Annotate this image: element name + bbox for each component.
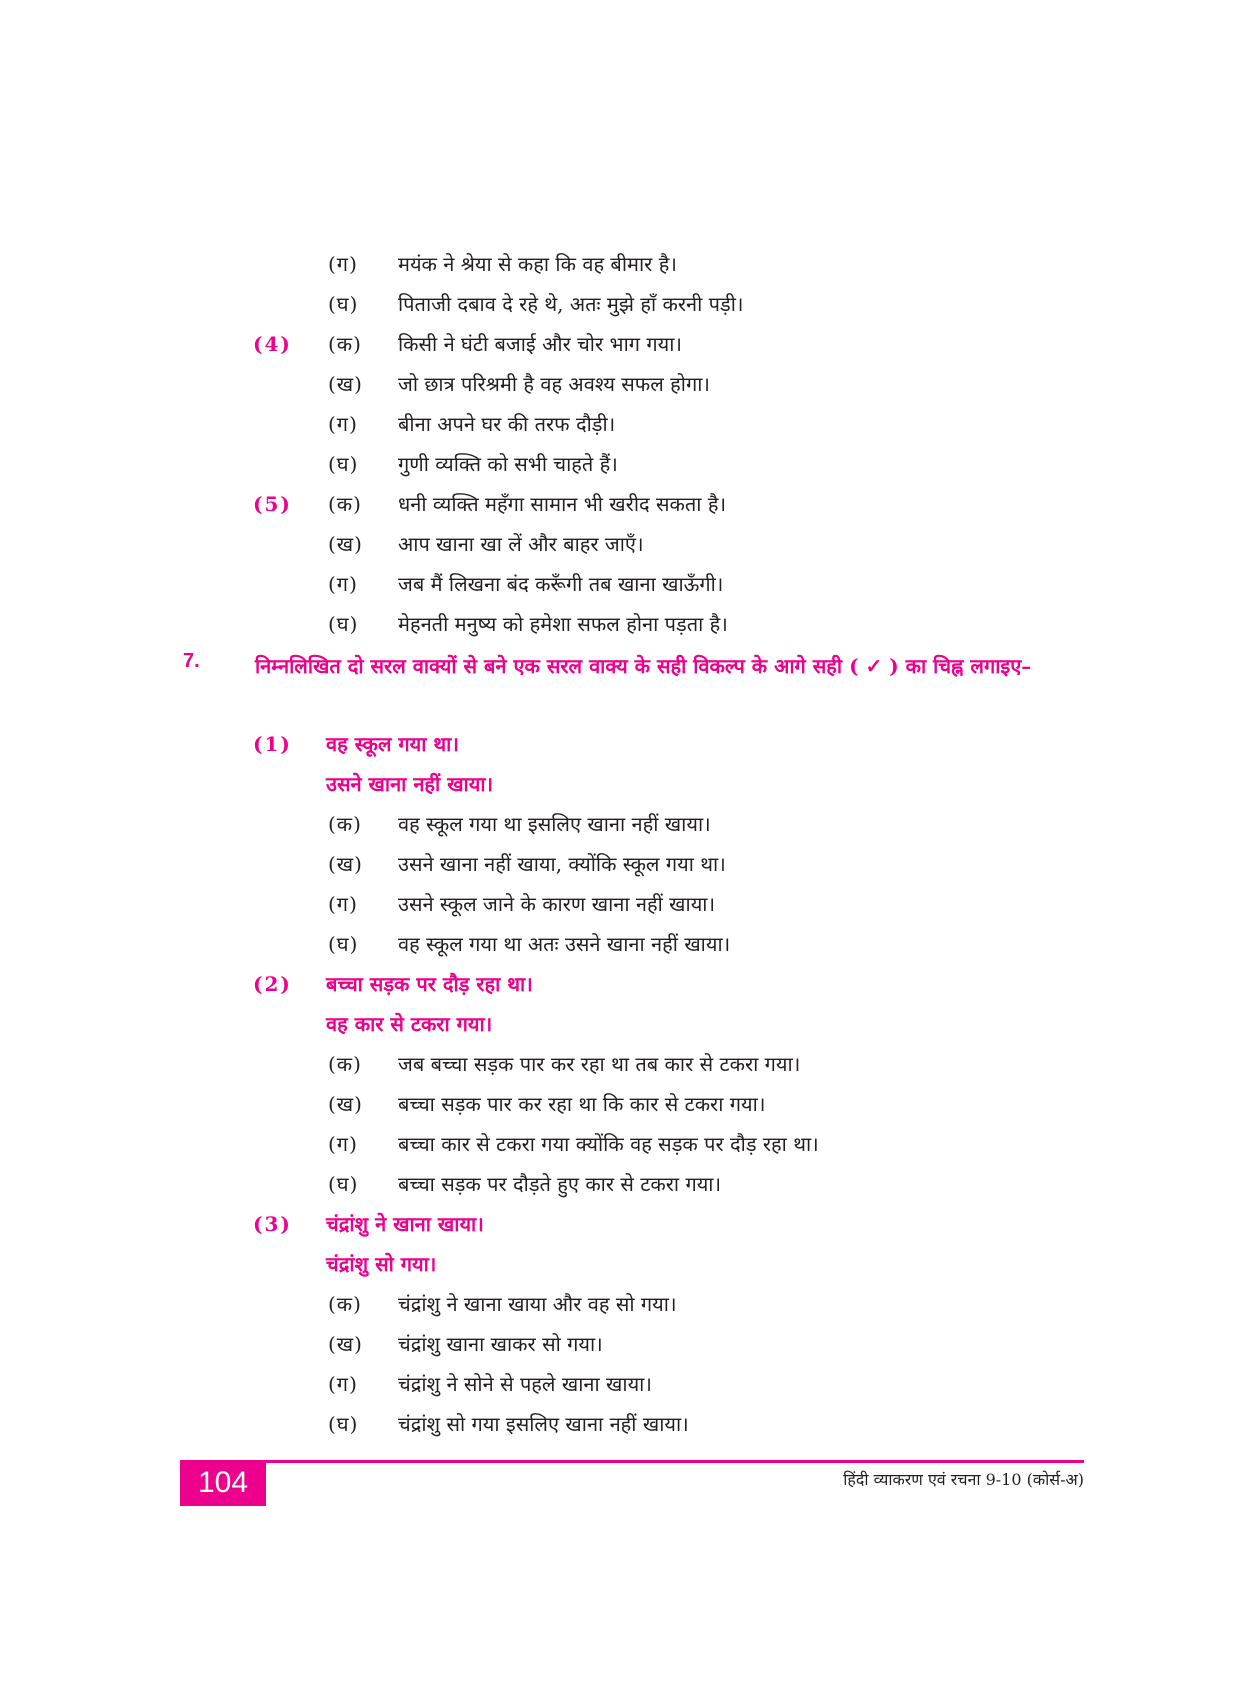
option-text: जो छात्र परिश्रमी है वह अवश्य सफल होगा। xyxy=(398,372,710,396)
footer-rule xyxy=(180,1460,1084,1463)
option-text: पिताजी दबाव दे रहे थे, अतः मुझे हाँ करनी पड़ी। xyxy=(398,292,744,316)
option-text: बच्चा सड़क पर दौड़ते हुए कार से टकरा गया। xyxy=(398,1172,722,1196)
option-text: किसी ने घंटी बजाई और चोर भाग गया। xyxy=(398,332,683,356)
option-text: गुणी व्यक्ति को सभी चाहते हैं। xyxy=(398,452,618,476)
option-text: आप खाना खा लें और बाहर जाएँ। xyxy=(398,532,644,556)
option-label: (ग) xyxy=(328,1372,358,1396)
option-label: (ख) xyxy=(328,532,363,556)
option-text: उसने स्कूल जाने के कारण खाना नहीं खाया। xyxy=(398,892,716,916)
option-text: चंद्रांशु खाना खाकर सो गया। xyxy=(398,1332,603,1356)
option-label: (ग) xyxy=(328,252,358,276)
option-label: (घ) xyxy=(328,452,359,476)
sub-question-number: (1) xyxy=(253,732,292,756)
book-title: हिंदी व्याकरण एवं रचना 9-10 (कोर्स-अ) xyxy=(843,1470,1084,1489)
option-label: (ख) xyxy=(328,1092,363,1116)
option-text: चंद्रांशु ने खाना खाया और वह सो गया। xyxy=(398,1292,677,1316)
option-label: (ग) xyxy=(328,892,358,916)
option-text: मेहनती मनुष्य को हमेशा सफल होना पड़ता है। xyxy=(398,612,728,636)
option-label: (ख) xyxy=(328,852,363,876)
option-text: उसने खाना नहीं खाया, क्योंकि स्कूल गया था। xyxy=(398,852,726,876)
option-label: (घ) xyxy=(328,292,359,316)
option-text: चंद्रांशु सो गया इसलिए खाना नहीं खाया। xyxy=(398,1412,689,1436)
option-text: बच्चा सड़क पार कर रहा था कि कार से टकरा गया। xyxy=(398,1092,766,1116)
option-label: (ग) xyxy=(328,412,358,436)
sentence-heading: चंद्रांशु सो गया। xyxy=(326,1252,437,1276)
sub-question-number: (5) xyxy=(253,492,292,516)
option-text: धनी व्यक्ति महँगा सामान भी खरीद सकता है। xyxy=(398,492,727,516)
option-label: (क) xyxy=(328,1292,362,1316)
sub-question-number: (3) xyxy=(253,1212,292,1236)
option-text: जब मैं लिखना बंद करूँगी तब खाना खाऊँगी। xyxy=(398,572,724,596)
sub-question-number: (4) xyxy=(253,332,292,356)
sentence-heading: वह स्कूल गया था। xyxy=(326,732,459,756)
option-text: चंद्रांशु ने सोने से पहले खाना खाया। xyxy=(398,1372,652,1396)
sub-question-number: (2) xyxy=(253,972,292,996)
option-text: वह स्कूल गया था अतः उसने खाना नहीं खाया। xyxy=(398,932,731,956)
option-label: (क) xyxy=(328,1052,362,1076)
option-text: जब बच्चा सड़क पार कर रहा था तब कार से टकरा गया। xyxy=(398,1052,801,1076)
option-label: (ग) xyxy=(328,1132,358,1156)
option-label: (क) xyxy=(328,332,362,356)
sentence-heading: उसने खाना नहीं खाया। xyxy=(326,772,494,796)
sentence-heading: वह कार से टकरा गया। xyxy=(326,1012,493,1036)
sentence-heading: चंद्रांशु ने खाना खाया। xyxy=(326,1212,484,1236)
option-label: (क) xyxy=(328,812,362,836)
option-label: (ग) xyxy=(328,572,358,596)
option-label: (क) xyxy=(328,492,362,516)
option-label: (घ) xyxy=(328,1172,359,1196)
option-label: (ख) xyxy=(328,1332,363,1356)
option-text: वह स्कूल गया था इसलिए खाना नहीं खाया। xyxy=(398,812,711,836)
page-number: 104 xyxy=(180,1460,266,1506)
question-instruction: निम्नलिखित दो सरल वाक्यों से बने एक सरल वाक्य के सही विकल्प के आगे सही ( ✓ ) का चिह्न लगाइए– xyxy=(255,654,1032,678)
option-text: मयंक ने श्रेया से कहा कि वह बीमार है। xyxy=(398,252,677,276)
option-label: (घ) xyxy=(328,1412,359,1436)
option-label: (ख) xyxy=(328,372,363,396)
option-text: बच्चा कार से टकरा गया क्योंकि वह सड़क पर दौड़ रहा था। xyxy=(398,1132,819,1156)
sentence-heading: बच्चा सड़क पर दौड़ रहा था। xyxy=(326,972,533,996)
option-text: बीना अपने घर की तरफ दौड़ी। xyxy=(398,412,616,436)
option-label: (घ) xyxy=(328,932,359,956)
option-label: (घ) xyxy=(328,612,359,636)
question-number: 7. xyxy=(183,650,200,672)
